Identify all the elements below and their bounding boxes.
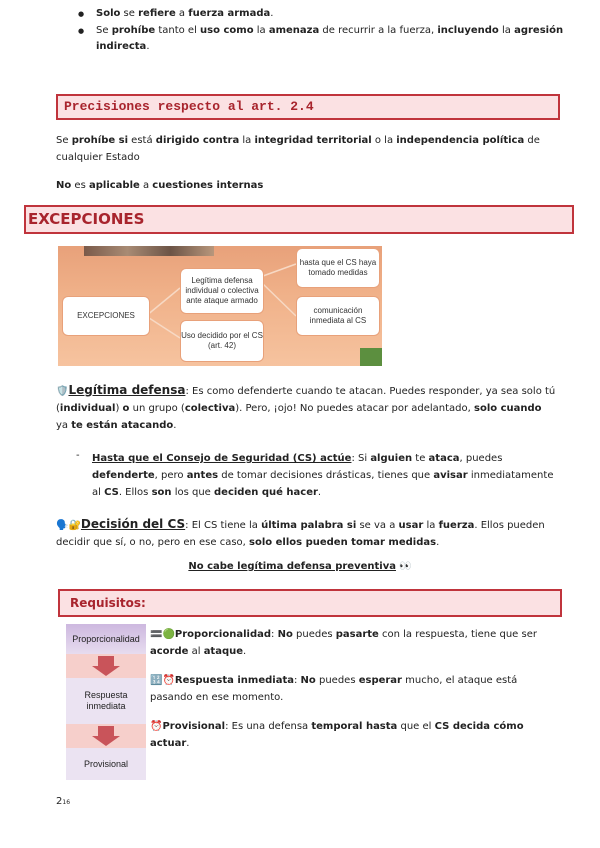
text-segment: está bbox=[128, 135, 156, 146]
paragraph-prohibe bbox=[56, 132, 556, 166]
text-segment: ) bbox=[115, 403, 123, 414]
bullet-item bbox=[78, 23, 578, 55]
paragraph-respuesta-inmediata bbox=[150, 672, 560, 706]
text-segment: Se bbox=[96, 25, 112, 36]
text-segment: incluyendo bbox=[437, 25, 499, 36]
text-segment: fuerza armada bbox=[188, 8, 271, 19]
text-segment: prohíbe si bbox=[71, 135, 128, 146]
text-segment: antes bbox=[186, 470, 219, 481]
alarm-clock-icon: ⏰ bbox=[150, 721, 163, 732]
text-segment: se bbox=[120, 8, 139, 19]
speaker-lock-icon: 🗣️🔐 bbox=[56, 520, 81, 531]
text-segment: Proporcionalidad bbox=[174, 629, 272, 640]
text-segment: . Ellos bbox=[118, 487, 152, 498]
excepciones-diagram bbox=[58, 246, 382, 366]
text-segment: fuerza bbox=[438, 520, 475, 531]
text-segment: . bbox=[436, 537, 440, 548]
text-segment: pasarte bbox=[335, 629, 379, 640]
text-segment: . bbox=[173, 420, 177, 431]
text-segment: mucho, el ataque está pasando en ese momento. bbox=[150, 675, 518, 703]
text-segment: te bbox=[412, 453, 429, 464]
diagram-node-comunicacion: comunicación inmediata al CS bbox=[296, 296, 380, 336]
text-segment: Respuesta inmediata bbox=[174, 675, 294, 686]
text-segment: o la bbox=[371, 135, 397, 146]
text-segment: a bbox=[139, 180, 153, 191]
text-segment: uso como bbox=[200, 25, 254, 36]
text-segment: . bbox=[317, 487, 322, 498]
preventiva-text: No cabe legítima defensa preventiva bbox=[188, 561, 396, 572]
text-segment: o bbox=[122, 403, 130, 414]
paragraph-provisional bbox=[150, 718, 560, 752]
req3-text bbox=[150, 721, 524, 749]
text-segment: ataque bbox=[203, 646, 244, 657]
text-segment: . Ellos pueden decidir que sí, o no, pero en ese caso, bbox=[56, 520, 545, 548]
legitima-text bbox=[56, 383, 556, 431]
text-segment: ya bbox=[56, 420, 72, 431]
text-segment: , pero bbox=[154, 470, 187, 481]
text-segment: usar bbox=[398, 520, 424, 531]
text-segment: la bbox=[423, 520, 439, 531]
dash-marker: - bbox=[76, 450, 80, 461]
text-segment: amenaza bbox=[268, 25, 320, 36]
text-segment: . bbox=[243, 646, 247, 657]
text-segment: Solo bbox=[96, 8, 121, 19]
paragraph-proporcionalidad bbox=[150, 626, 560, 660]
text-segment: agresión indirecta bbox=[96, 25, 564, 52]
page-number-sub: 16 bbox=[62, 799, 71, 806]
text-segment: individual bbox=[59, 403, 116, 414]
text-segment: la bbox=[498, 25, 515, 36]
page-number bbox=[56, 796, 70, 807]
text-segment: con la respuesta, tiene que ser bbox=[378, 629, 537, 640]
page-number-main: 2 bbox=[56, 796, 63, 807]
numbers-clock-icon: 🔢⏰ bbox=[150, 675, 175, 686]
text-segment: . bbox=[146, 41, 150, 52]
text-segment: refiere bbox=[138, 8, 176, 19]
section-title: Requisitos: bbox=[70, 596, 146, 610]
text-segment: . bbox=[186, 738, 190, 749]
diagram-uso-label: Uso decidido por el CS bbox=[181, 331, 263, 340]
text-segment: avisar bbox=[433, 470, 468, 481]
text-segment: deciden qué hacer bbox=[214, 487, 318, 498]
text-segment: puedes bbox=[315, 675, 359, 686]
text-segment: al bbox=[188, 646, 204, 657]
text-segment: Legítima defensa bbox=[68, 383, 186, 397]
bullet-list bbox=[78, 6, 578, 56]
text-segment: se va a bbox=[356, 520, 399, 531]
req1-text bbox=[150, 629, 537, 657]
text-segment: tanto el bbox=[155, 25, 201, 36]
text-segment: Decisión del CS bbox=[80, 517, 186, 531]
text-segment: de recurrir a la fuerza, bbox=[319, 25, 438, 36]
text-segment: solo ellos pueden tomar medidas bbox=[249, 537, 437, 548]
bullet-item bbox=[78, 6, 578, 22]
text-segment: un grupo ( bbox=[129, 403, 185, 414]
text-segment: . bbox=[270, 8, 274, 19]
text-segment: puedes bbox=[292, 629, 336, 640]
text-segment: : Si bbox=[351, 453, 371, 464]
text-segment: la bbox=[239, 135, 255, 146]
section-header-requisitos bbox=[58, 589, 562, 617]
text-segment: temporal hasta bbox=[311, 721, 398, 732]
text-segment: No bbox=[300, 675, 316, 686]
text-segment: No bbox=[277, 629, 293, 640]
text-segment: : bbox=[293, 675, 301, 686]
text-segment: CS bbox=[104, 487, 119, 498]
text-segment: : bbox=[271, 629, 278, 640]
section-header-excepciones bbox=[24, 205, 574, 234]
text-segment: Hasta que el Consejo de Seguridad (CS) actúe bbox=[92, 453, 352, 464]
flow-arrow-down-icon bbox=[66, 654, 146, 678]
text-segment: ). Pero, ¡ojo! No puedes atacar por adelantado, bbox=[235, 403, 474, 414]
text-segment: que el bbox=[397, 721, 435, 732]
text-segment: defenderte bbox=[92, 470, 155, 481]
text-segment: , puedes bbox=[459, 453, 503, 464]
diagram-node-legitima: Legítima defensa individual o colectiva ante ataque armado bbox=[180, 268, 264, 314]
text-segment: última palabra si bbox=[261, 520, 357, 531]
text-segment: acorde bbox=[150, 646, 189, 657]
text-segment: aplicable bbox=[88, 180, 140, 191]
preventiva-note bbox=[0, 561, 600, 572]
text-segment: esperar bbox=[358, 675, 402, 686]
text-segment: integridad territorial bbox=[254, 135, 372, 146]
text-segment: de cualquier Estado bbox=[56, 135, 540, 163]
diagram-node-hasta: hasta que el CS haya tomado medidas bbox=[296, 248, 380, 288]
text-segment: prohíbe bbox=[111, 25, 156, 36]
decision-text bbox=[56, 517, 545, 548]
text-segment: colectiva bbox=[184, 403, 236, 414]
text-segment: CS decida cómo actuar bbox=[150, 721, 524, 749]
section-header-precisiones bbox=[56, 94, 560, 120]
text-segment: : Es una defensa bbox=[225, 721, 312, 732]
diagram-node-uso bbox=[180, 320, 264, 362]
text-segment: : El CS tiene la bbox=[185, 520, 262, 531]
text-segment: inmediatamente al bbox=[92, 470, 554, 498]
text-segment: es bbox=[71, 180, 89, 191]
text-segment: Se bbox=[56, 135, 72, 146]
flow-step-provisional: Provisional bbox=[66, 748, 146, 780]
paragraph-hasta-cs bbox=[92, 450, 558, 501]
flow-step-proporcionalidad: Proporcionalidad bbox=[66, 624, 146, 654]
text-segment: Provisional bbox=[162, 721, 226, 732]
equals-green-icon: 🟰🟢 bbox=[150, 629, 175, 640]
text-segment: alguien bbox=[370, 453, 413, 464]
paragraph-legitima-defensa bbox=[56, 382, 556, 434]
flow-step-respuesta: Respuesta inmediata bbox=[66, 678, 146, 724]
text-segment: te están atacando bbox=[71, 420, 174, 431]
paragraph-decision-cs bbox=[56, 516, 556, 551]
text-segment: a bbox=[175, 8, 189, 19]
text-segment: No bbox=[56, 180, 72, 191]
req2-text bbox=[150, 675, 517, 703]
text-segment: solo cuando bbox=[474, 403, 542, 414]
text-segment: dirigido contra bbox=[155, 135, 240, 146]
section-title: EXCEPCIONES bbox=[28, 210, 145, 228]
text-segment: : Es como defenderte cuando te atacan. Puedes responder, ya sea solo tú ( bbox=[56, 386, 556, 414]
text-segment: ataca bbox=[428, 453, 460, 464]
text-segment: la bbox=[253, 25, 269, 36]
diagram-uso-ref: (art. 42) bbox=[207, 341, 236, 350]
eyes-icon: 👀 bbox=[399, 561, 412, 572]
diagram-node-excepciones: EXCEPCIONES bbox=[62, 296, 150, 336]
text-segment: independencia política bbox=[396, 135, 525, 146]
shield-icon: 🛡️ bbox=[56, 386, 69, 397]
paragraph-no-aplicable bbox=[56, 177, 556, 194]
text-segment: los que bbox=[171, 487, 215, 498]
text-segment: de tomar decisiones drásticas, tienes que bbox=[218, 470, 434, 481]
section-title: Precisiones respecto al art. 2.4 bbox=[64, 99, 314, 114]
text-segment: son bbox=[151, 487, 172, 498]
flow-arrow-down-icon bbox=[66, 724, 146, 748]
text-segment: cuestiones internas bbox=[152, 180, 264, 191]
